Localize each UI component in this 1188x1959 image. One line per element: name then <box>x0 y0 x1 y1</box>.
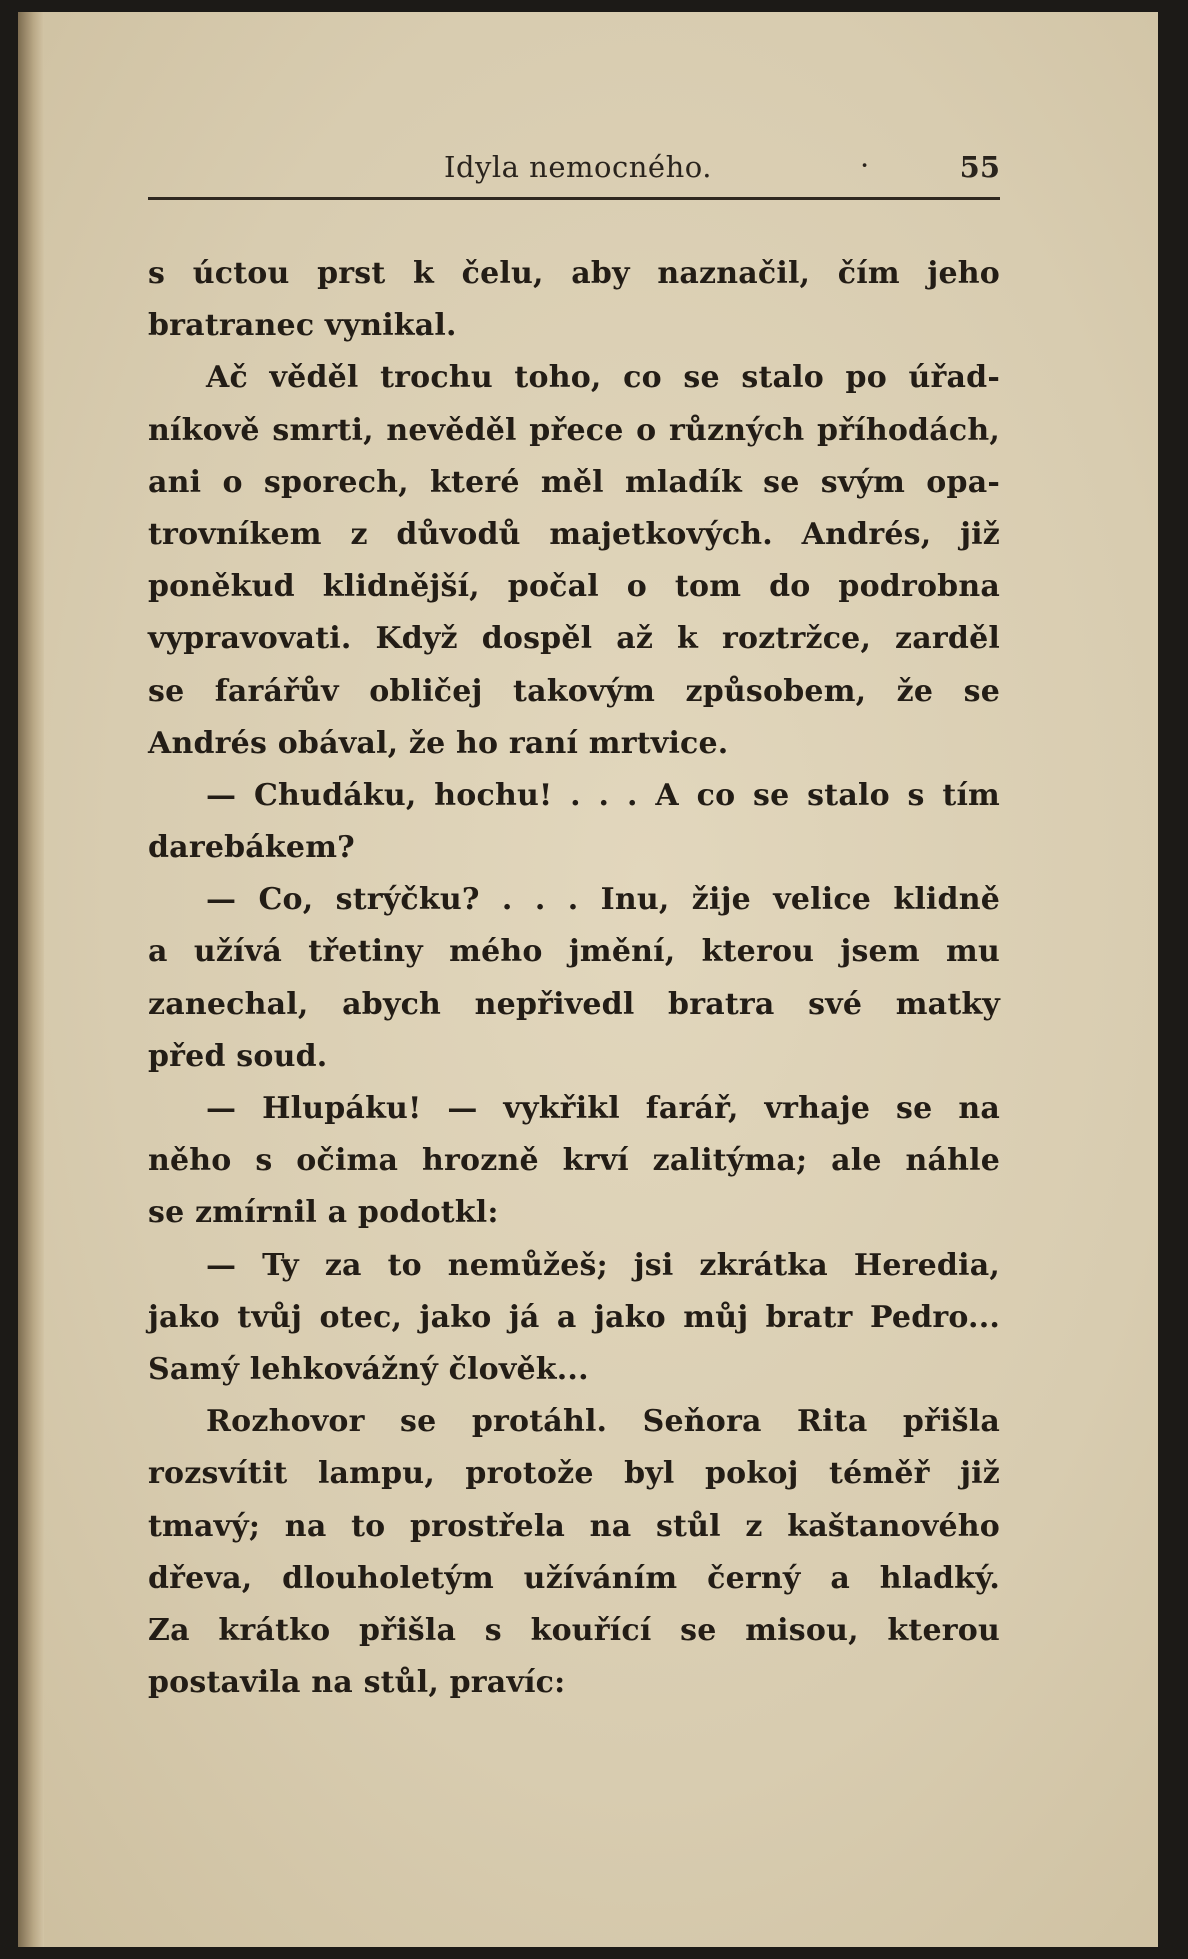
page-number: 55 <box>959 150 1000 184</box>
text-line: níkově smrti, nevěděl přece o různých příhodách, <box>148 412 1000 448</box>
text-line: Ač věděl trochu toho, co se stalo po úřad- <box>206 360 1000 396</box>
running-title: Idyla nemocného. <box>444 150 712 184</box>
text-line: Za krátko přišla s kouřící se misou, kterou <box>148 1612 1000 1648</box>
text-line: a užívá třetiny mého jmění, kterou jsem mu <box>148 934 1000 970</box>
text-line: — Chudáku, hochu! . . . A co se stalo s tím <box>206 777 1000 813</box>
text-line: bratranec vynikal. <box>148 308 457 344</box>
text-line: se farářův obličej takovým způsobem, že se <box>148 673 1000 709</box>
text-line: Samý lehkovážný člověk... <box>148 1351 589 1387</box>
text-line: zanechal, abych nepřivedl bratra své matky <box>148 986 1000 1022</box>
text-line: Andrés obával, že ho raní mrtvice. <box>148 725 729 761</box>
text-line: tmavý; na to prostřela na stůl z kaštanového <box>148 1508 1000 1544</box>
text-line: rozsvítit lampu, protože byl pokoj téměř již <box>148 1456 1000 1492</box>
page-binding-shadow <box>18 12 44 1947</box>
text-line: — Co, strýčku? . . . Inu, žije velice klidně <box>206 882 1000 918</box>
text-line: jako tvůj otec, jako já a jako můj bratr Pedro... <box>148 1299 1000 1335</box>
text-line: ani o sporech, které měl mladík se svým opa- <box>148 464 1000 500</box>
book-page <box>18 12 1158 1947</box>
header-rule <box>148 197 1000 200</box>
text-line: dřeva, dlouholetým užíváním černý a hladký. <box>148 1560 1000 1596</box>
header-separator: · <box>860 148 870 182</box>
text-line: trovníkem z důvodů majetkových. Andrés, již <box>148 516 1000 552</box>
body-text <box>148 248 1000 1709</box>
text-line: před soud. <box>148 1038 328 1074</box>
text-line: s úctou prst k čelu, aby naznačil, čím jeho <box>148 256 1000 291</box>
text-line: postavila na stůl, pravíc: <box>148 1665 566 1701</box>
text-line: poněkud klidnější, počal o tom do podrobna <box>148 569 1000 605</box>
text-line: se zmírnil a podotkl: <box>148 1195 499 1231</box>
text-line: Rozhovor se protáhl. Seňora Rita přišla <box>206 1404 1000 1440</box>
text-line: něho s očima hrozně krví zalitýma; ale náhle <box>148 1143 1000 1179</box>
text-line: — Hlupáku! — vykřikl farář, vrhaje se na <box>206 1091 1000 1126</box>
text-line: vypravovati. Když dospěl až k roztržce, zarděl <box>148 621 1000 657</box>
page-header <box>148 150 1000 196</box>
text-line: darebákem? <box>148 830 355 866</box>
text-line: — Ty za to nemůžeš; jsi zkrátka Heredia, <box>206 1247 1000 1283</box>
